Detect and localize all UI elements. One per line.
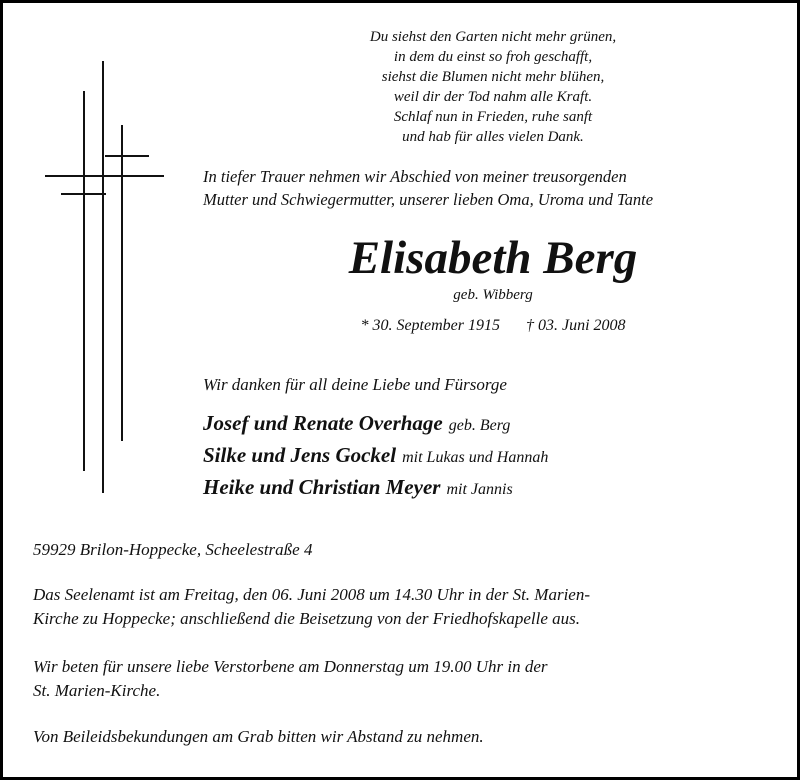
deceased-name: Elisabeth Berg [348, 232, 638, 284]
cross-beam [121, 125, 123, 441]
poem-line: in dem du einst so froh geschafft, [393, 49, 593, 65]
family-name: Josef und Renate Overhage [203, 411, 443, 435]
poem-line: weil dir der Tod nahm alle Kraft. [393, 89, 593, 105]
service-info [33, 583, 590, 631]
prayer-line: St. Marien-Kirche. [33, 681, 161, 700]
cross-beam [105, 155, 149, 157]
memorial-poem [303, 27, 683, 147]
family-name: Heike und Christian Meyer [203, 475, 441, 499]
maiden-name: geb. Wibberg [453, 287, 533, 303]
mourning-intro [203, 165, 653, 211]
family-note: geb. Berg [448, 417, 511, 434]
address: 59929 Brilon-Hoppecke, Scheelestraße 4 [33, 540, 313, 559]
thanks-line: Wir danken für all deine Liebe und Fürsorge [203, 375, 507, 394]
prayer-line: Wir beten für unsere liebe Verstorbene am Donnerstag um 19.00 Uhr in der [33, 657, 548, 676]
cross-beam [45, 175, 164, 177]
poem-line: Schlaf nun in Frieden, ruhe sanft [393, 109, 593, 125]
poem-line: und hab für alles vielen Dank. [402, 129, 584, 145]
cross-beam [102, 61, 104, 493]
family-note: mit Jannis [446, 481, 513, 498]
condolence-notice: Von Beileidsbekundungen am Grab bitten wir Abstand zu nehmen. [33, 727, 484, 746]
family-note: mit Lukas und Hannah [402, 449, 549, 466]
family-list [203, 411, 548, 507]
family-member [203, 443, 548, 475]
poem-line: Du siehst den Garten nicht mehr grünen, [369, 29, 617, 45]
death-date: † 03. Juni 2008 [525, 317, 626, 334]
cross-beam [61, 193, 106, 195]
family-name: Silke und Jens Gockel [203, 443, 397, 467]
intro-line: In tiefer Trauer nehmen wir Abschied von meiner treusorgenden [203, 167, 627, 186]
life-dates [303, 315, 683, 337]
birth-date: * 30. September 1915 [360, 317, 500, 334]
family-member [203, 411, 548, 443]
cross-beam [83, 91, 85, 471]
service-line: Kirche zu Hoppecke; anschließend die Beisetzung von der Friedhofskapelle aus. [33, 609, 581, 628]
family-member [203, 475, 548, 507]
cross-icon [3, 3, 173, 503]
service-line: Das Seelenamt ist am Freitag, den 06. Juni 2008 um 14.30 Uhr in der St. Marien- [33, 585, 590, 604]
prayer-info [33, 655, 548, 703]
poem-line: siehst die Blumen nicht mehr blühen, [381, 69, 605, 85]
intro-line: Mutter und Schwiegermutter, unserer lieben Oma, Uroma und Tante [203, 190, 654, 209]
